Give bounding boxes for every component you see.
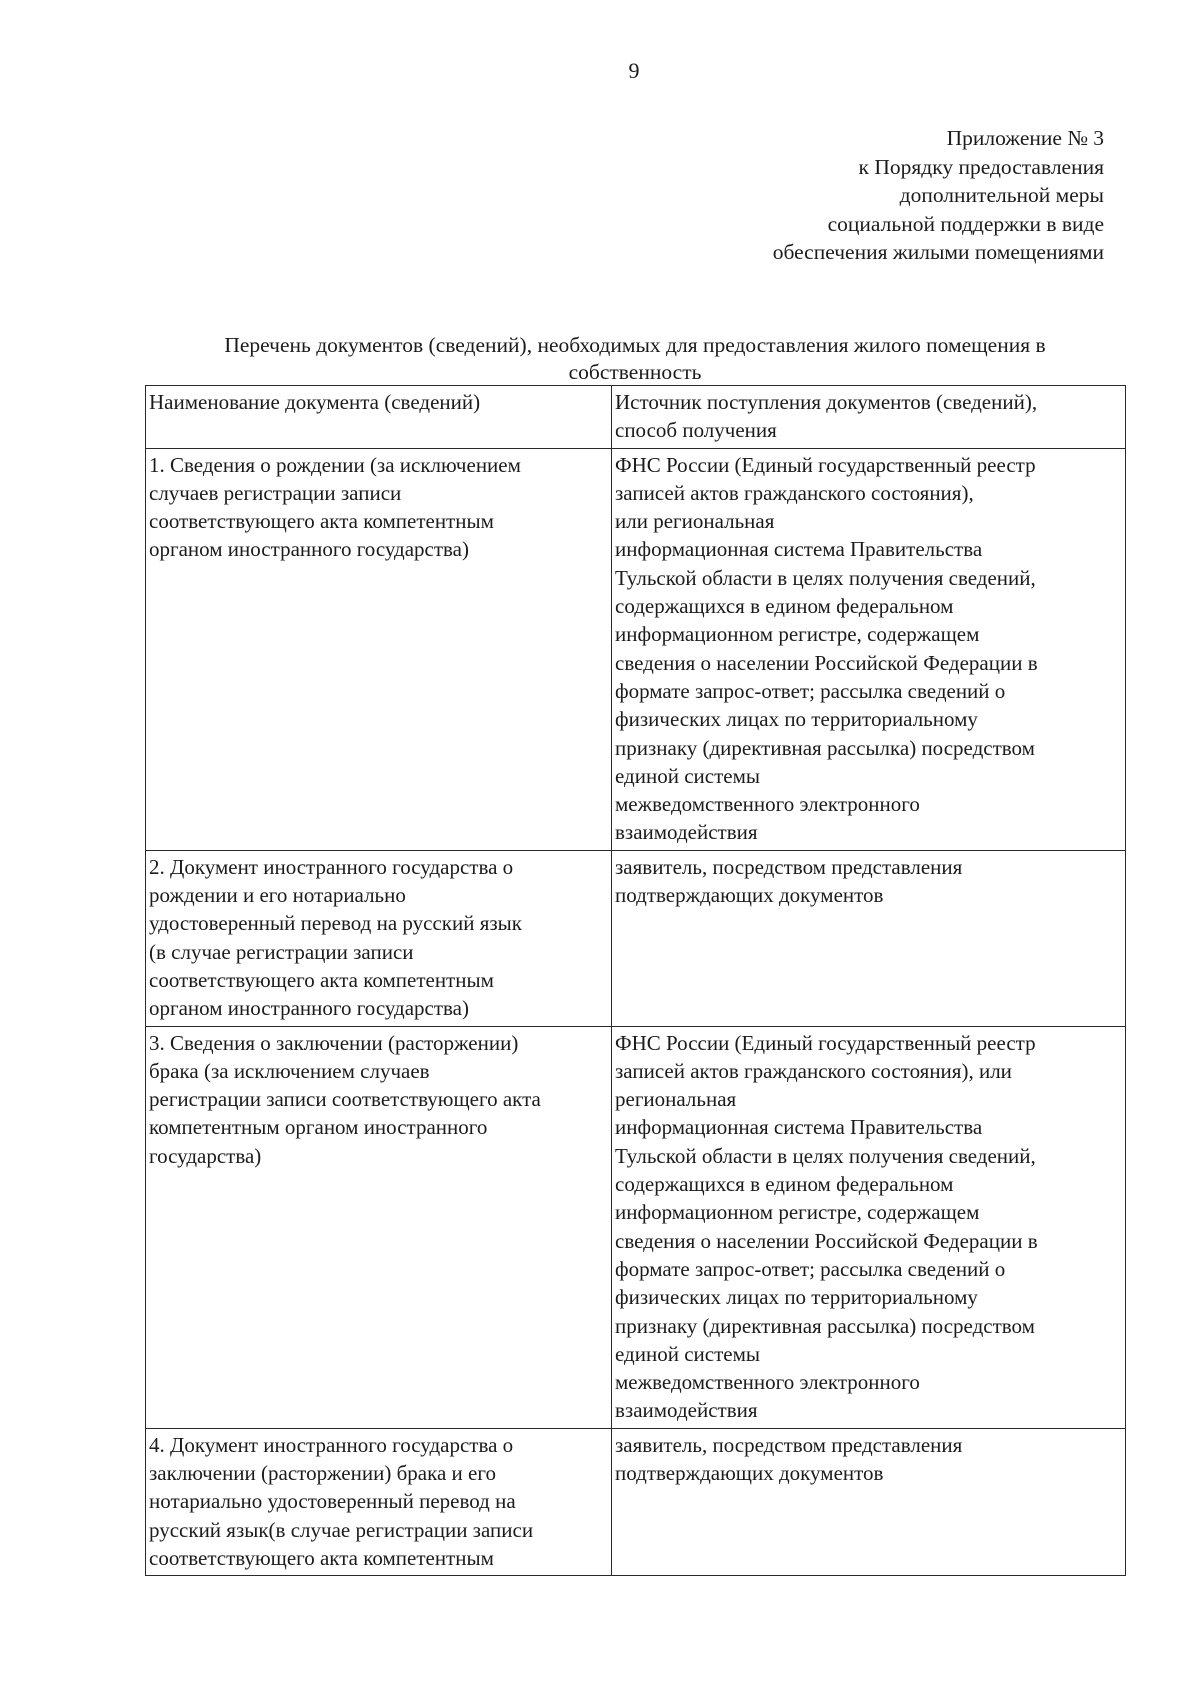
- cell-line: удостоверенный перевод на русский язык: [149, 911, 522, 936]
- cell-line: нотариально удостоверенный перевод на: [149, 1489, 516, 1514]
- cell-line: соответствующего акта компетентным: [149, 967, 494, 992]
- cell-line: рождении и его нотариально: [149, 883, 406, 908]
- cell-line: физических лицах по территориальному: [615, 707, 978, 732]
- cell-line: записей актов гражданского состояния),: [615, 480, 974, 505]
- cell-line: признаку (директивная рассылка) посредством: [615, 735, 1035, 760]
- cell-line: или региональная: [615, 509, 775, 534]
- cell-line: регистрации записи соответствующего акта: [149, 1087, 541, 1112]
- cell-line: 4. Документ иностранного государства о: [149, 1432, 514, 1457]
- cell-line: информационная система Правительства: [615, 1115, 983, 1140]
- title-line: собственность: [568, 360, 702, 384]
- cell-line: русский язык(в случае регистрации записи: [149, 1517, 534, 1542]
- cell-line: 1. Сведения о рождении (за исключением: [149, 452, 521, 477]
- cell-line: записей актов гражданского состояния), или: [615, 1058, 1012, 1083]
- document-name-cell: [146, 850, 612, 1026]
- appendix-line: обеспечения жилыми помещениями: [772, 240, 1104, 264]
- cell-line: компетентным органом иностранного: [149, 1115, 488, 1140]
- cell-line: брака (за исключением случаев: [149, 1058, 430, 1083]
- cell-line: признаку (директивная рассылка) посредством: [615, 1313, 1035, 1338]
- cell-line: взаимодействия: [615, 1398, 758, 1423]
- table-row: [146, 1428, 1126, 1575]
- cell-line: органом иностранного государства): [149, 537, 469, 562]
- cell-line: заявитель, посредством представления: [615, 1432, 963, 1457]
- cell-line: заключении (расторжении) брака и его: [149, 1460, 496, 1485]
- header-cell-source: [612, 386, 1126, 449]
- document-title: [145, 332, 1125, 386]
- cell-line: межведомственного электронного: [615, 1370, 920, 1395]
- cell-line: единой системы: [615, 763, 760, 788]
- table-row: [146, 448, 1126, 850]
- cell-line: региональная: [615, 1087, 737, 1112]
- cell-line: единой системы: [615, 1341, 760, 1366]
- source-cell: [612, 1428, 1126, 1575]
- cell-line: сведения о населении Российской Федерации в: [615, 650, 1038, 675]
- cell-line: содержащихся в едином федеральном: [615, 1172, 954, 1197]
- cell-line: Тульской области в целях получения сведений,: [615, 1143, 1036, 1168]
- cell-line: заявитель, посредством представления: [615, 854, 963, 879]
- table-body: [146, 386, 1126, 1576]
- header-cell-name: [146, 386, 612, 449]
- page-number: 9: [628, 58, 640, 83]
- cell-line: межведомственного электронного: [615, 792, 920, 817]
- cell-line: информационном регистре, содержащем: [615, 622, 980, 647]
- appendix-line: Приложение № 3: [946, 126, 1104, 150]
- header-line: Источник поступления документов (сведений),: [615, 390, 1038, 414]
- cell-line: сведения о населении Российской Федерации в: [615, 1228, 1038, 1253]
- cell-line: соответствующего акта компетентным: [149, 509, 494, 534]
- cell-line: взаимодействия: [615, 820, 758, 845]
- cell-line: соответствующего акта компетентным: [149, 1545, 494, 1570]
- cell-line: подтверждающих документов: [615, 883, 884, 908]
- header-line: способ получения: [615, 418, 777, 443]
- cell-line: ФНС России (Единый государственный реестр: [615, 452, 1036, 477]
- source-cell: [612, 1026, 1126, 1428]
- table-row: [146, 1026, 1126, 1428]
- cell-line: органом иностранного государства): [149, 996, 469, 1021]
- cell-line: Тульской области в целях получения сведений,: [615, 565, 1036, 590]
- source-cell: [612, 448, 1126, 850]
- document-name-cell: [146, 1428, 612, 1575]
- cell-line: физических лицах по территориальному: [615, 1285, 978, 1310]
- cell-line: ФНС России (Единый государственный реестр: [615, 1030, 1036, 1055]
- cell-line: информационном регистре, содержащем: [615, 1200, 980, 1225]
- cell-line: (в случае регистрации записи: [149, 939, 414, 964]
- document-name-cell: [146, 448, 612, 850]
- document-name-cell: [146, 1026, 612, 1428]
- table-row: [146, 850, 1126, 1026]
- source-cell: [612, 850, 1126, 1026]
- title-line: Перечень документов (сведений), необходимых для предоставления жилого помещения в: [224, 333, 1046, 357]
- cell-line: информационная система Правительства: [615, 537, 983, 562]
- cell-line: формате запрос-ответ; рассылка сведений о: [615, 1256, 1006, 1281]
- cell-line: 3. Сведения о заключении (расторжении): [149, 1030, 519, 1055]
- documents-table: [145, 385, 1126, 1576]
- appendix-line: социальной поддержки в виде: [827, 211, 1104, 236]
- cell-line: подтверждающих документов: [615, 1460, 884, 1485]
- cell-line: государства): [149, 1143, 262, 1168]
- header-line: Наименование документа (сведений): [149, 390, 481, 414]
- cell-line: содержащихся в едином федеральном: [615, 594, 954, 619]
- appendix-line: дополнительной меры: [899, 183, 1104, 207]
- cell-line: случаев регистрации записи: [149, 480, 402, 505]
- appendix-line: к Порядку предоставления: [858, 154, 1104, 179]
- table-header-row: [146, 386, 1126, 449]
- cell-line: 2. Документ иностранного государства о: [149, 854, 514, 879]
- cell-line: формате запрос-ответ; рассылка сведений о: [615, 678, 1006, 703]
- appendix-header: [773, 124, 1104, 267]
